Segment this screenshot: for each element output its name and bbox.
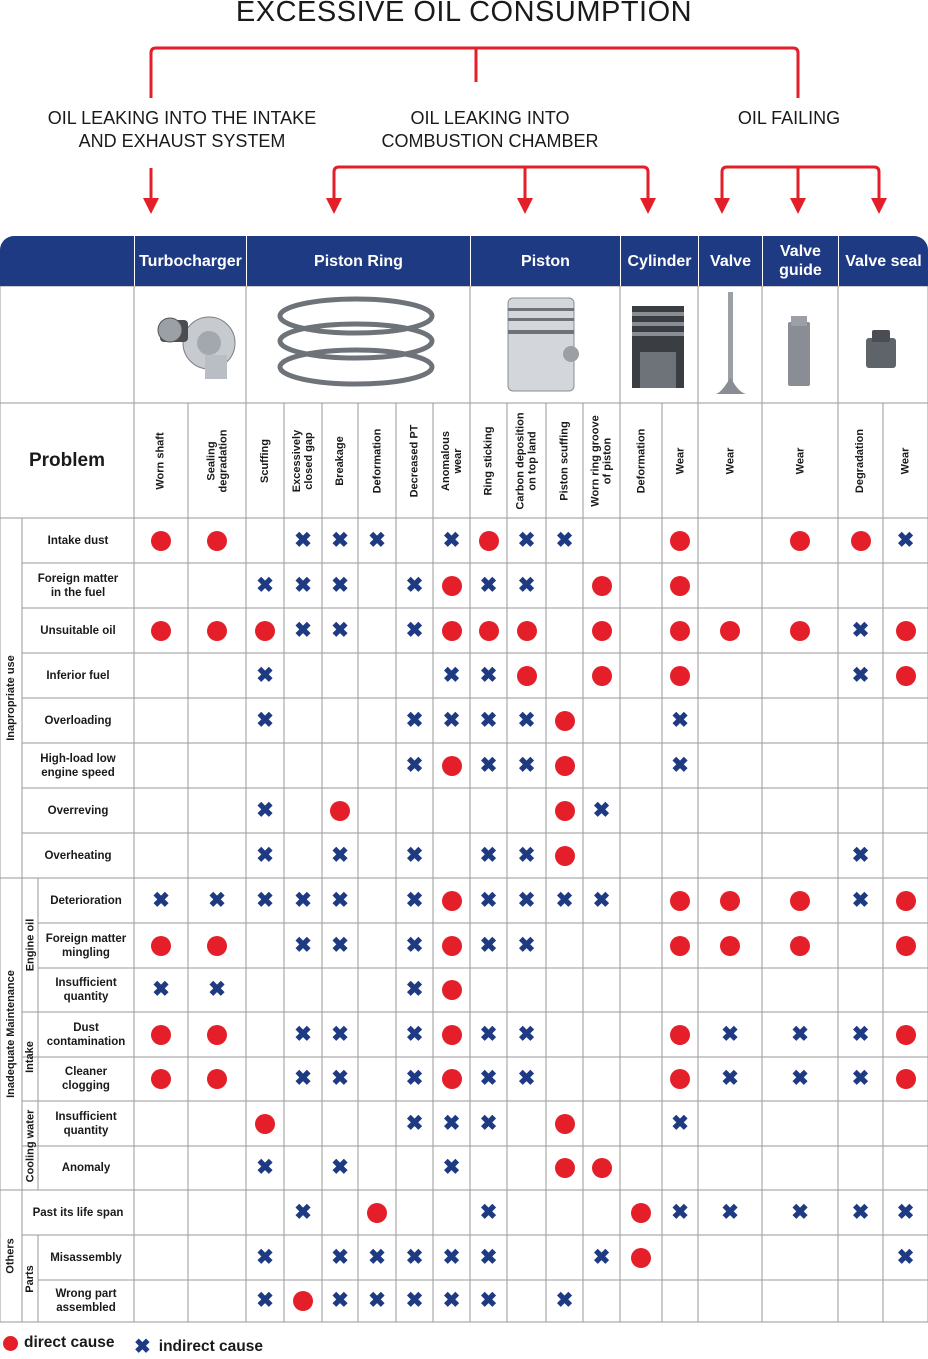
indirect-cause-mark: ✖ <box>479 1245 498 1269</box>
indirect-cause-mark: ✖ <box>331 573 349 597</box>
indirect-cause-mark: ✖ <box>671 753 689 777</box>
indirect-cause-mark: ✖ <box>791 1200 809 1224</box>
row-label: Deterioration <box>50 894 122 907</box>
direct-cause-mark <box>720 891 740 911</box>
direct-cause-mark <box>592 666 612 686</box>
indirect-cause-mark: ✖ <box>294 1022 312 1046</box>
indirect-cause-mark: ✖ <box>152 978 170 1001</box>
indirect-cause-icon: ✖ <box>134 1336 151 1358</box>
direct-cause-mark <box>851 531 871 551</box>
direct-cause-mark <box>592 576 612 596</box>
row-label: Intake dust <box>47 534 109 547</box>
indirect-cause-mark: ✖ <box>331 618 349 642</box>
indirect-cause-mark: ✖ <box>294 618 312 642</box>
group-inadequate-maintenance: Inadequate Maintenance <box>5 970 18 1098</box>
indirect-cause-mark: ✖ <box>517 888 536 912</box>
indirect-cause-mark: ✖ <box>851 663 870 687</box>
legend-direct: direct cause <box>3 1334 114 1352</box>
direct-cause-mark <box>479 531 499 551</box>
indirect-cause-mark: ✖ <box>331 933 349 957</box>
indirect-cause-mark: ✖ <box>479 1067 498 1090</box>
direct-cause-mark <box>555 1114 575 1134</box>
indirect-cause-mark: ✖ <box>331 1245 349 1269</box>
indirect-cause-mark: ✖ <box>592 888 611 912</box>
group-inappropriate-use: Inapropriate use <box>5 655 18 741</box>
direct-cause-mark <box>670 531 690 551</box>
indirect-cause-mark: ✖ <box>851 1067 870 1090</box>
indirect-cause-mark: ✖ <box>331 1067 349 1090</box>
column-header: Degradation <box>854 428 867 493</box>
piston-image <box>508 298 579 391</box>
header-corner <box>0 236 134 286</box>
indirect-cause-mark: ✖ <box>442 528 461 552</box>
indirect-cause-mark: ✖ <box>405 933 424 957</box>
column-header: Ring sticking <box>482 425 495 496</box>
row-label: Cleaner clogging <box>62 1066 110 1092</box>
cylinder-image <box>632 306 684 388</box>
column-header: Scuffing <box>259 438 271 483</box>
direct-cause-mark <box>442 1069 462 1089</box>
direct-cause-mark <box>207 1025 227 1045</box>
indirect-cause-mark: ✖ <box>331 1289 349 1312</box>
indirect-cause-mark: ✖ <box>896 1245 915 1269</box>
row-label: Overloading <box>44 714 112 727</box>
direct-cause-mark <box>670 891 690 911</box>
indirect-cause-mark: ✖ <box>294 1200 312 1224</box>
row-label: Insufficient quantity <box>55 1110 117 1137</box>
indirect-cause-mark: ✖ <box>208 978 226 1001</box>
direct-cause-mark <box>442 1025 462 1045</box>
indirect-cause-mark: ✖ <box>479 1022 498 1046</box>
problem-label: Problem <box>28 449 106 471</box>
direct-cause-mark <box>631 1248 651 1268</box>
indirect-cause-mark: ✖ <box>152 888 170 912</box>
indirect-cause-mark: ✖ <box>721 1022 739 1046</box>
indirect-cause-mark: ✖ <box>851 618 870 642</box>
indirect-cause-mark: ✖ <box>517 573 536 597</box>
indirect-cause-mark: ✖ <box>256 1156 274 1179</box>
column-header: Wear <box>723 447 736 474</box>
column-header: Piston scuffing <box>558 420 571 501</box>
direct-cause-mark <box>442 621 462 641</box>
indirect-cause-mark: ✖ <box>256 1289 274 1312</box>
category-oil-failing: OIL FAILING <box>737 108 841 128</box>
component-header: Cylinder <box>620 236 698 286</box>
row-label: Inferior fuel <box>46 669 110 682</box>
indirect-cause-mark: ✖ <box>405 1022 424 1046</box>
indirect-cause-mark: ✖ <box>405 618 424 642</box>
indirect-cause-mark: ✖ <box>294 1067 312 1090</box>
row-label: Dust contamination <box>46 1021 126 1048</box>
indirect-cause-mark: ✖ <box>517 528 536 552</box>
failing-bracket <box>722 167 879 200</box>
direct-cause-mark <box>670 1069 690 1089</box>
indirect-cause-mark: ✖ <box>791 1022 809 1046</box>
indirect-cause-mark: ✖ <box>517 753 536 777</box>
direct-cause-mark <box>592 621 612 641</box>
column-header: Sealing degradation <box>205 429 230 492</box>
column-header: Worn ring groove of piston <box>589 414 614 507</box>
direct-cause-icon <box>3 1336 18 1351</box>
direct-cause-mark <box>442 936 462 956</box>
indirect-cause-mark: ✖ <box>405 1289 424 1312</box>
indirect-cause-mark: ✖ <box>851 1200 870 1224</box>
direct-cause-mark <box>790 936 810 956</box>
combustion-bracket <box>334 167 648 200</box>
direct-cause-mark <box>555 756 575 776</box>
indirect-cause-mark: ✖ <box>368 1245 386 1269</box>
direct-cause-mark <box>479 621 499 641</box>
indirect-cause-mark: ✖ <box>896 528 915 552</box>
direct-cause-mark <box>207 621 227 641</box>
direct-cause-mark <box>896 621 916 641</box>
direct-cause-mark <box>896 936 916 956</box>
indirect-cause-mark: ✖ <box>442 1111 461 1135</box>
indirect-cause-mark: ✖ <box>331 888 349 912</box>
indirect-cause-mark: ✖ <box>671 1111 689 1135</box>
component-header: Piston <box>470 236 620 286</box>
legend-indirect: ✖ indirect cause <box>134 1336 264 1358</box>
indirect-cause-mark: ✖ <box>851 1022 870 1046</box>
indirect-cause-mark: ✖ <box>368 1289 386 1312</box>
category-combustion-chamber: OIL LEAKING INTO COMBUSTION CHAMBER <box>381 108 599 151</box>
indirect-cause-mark: ✖ <box>555 888 574 912</box>
direct-cause-mark <box>207 936 227 956</box>
valve-image <box>716 292 746 394</box>
direct-cause-mark <box>207 531 227 551</box>
indirect-cause-mark: ✖ <box>851 888 870 912</box>
subgroup-engine-oil: Engine oil <box>24 918 36 972</box>
indirect-cause-mark: ✖ <box>671 708 689 732</box>
direct-cause-mark <box>442 576 462 596</box>
indirect-cause-mark: ✖ <box>208 888 226 912</box>
indirect-cause-mark: ✖ <box>442 1245 461 1269</box>
indirect-cause-mark: ✖ <box>294 528 312 552</box>
piston-ring-image <box>280 299 432 384</box>
component-header: Piston Ring <box>246 236 470 286</box>
column-header: Decreased PT <box>408 424 421 497</box>
indirect-cause-mark: ✖ <box>405 888 424 912</box>
indirect-cause-mark: ✖ <box>555 528 574 552</box>
row-label: Anomaly <box>61 1162 111 1174</box>
indirect-cause-mark: ✖ <box>517 933 536 957</box>
subgroup-parts: Parts <box>24 1264 36 1293</box>
direct-cause-mark <box>151 531 171 551</box>
group-others: Others <box>5 1238 17 1274</box>
indirect-cause-mark: ✖ <box>442 1289 461 1312</box>
direct-cause-mark <box>790 531 810 551</box>
row-label: Past its life span <box>32 1206 124 1219</box>
indirect-cause-mark: ✖ <box>479 843 498 867</box>
indirect-cause-mark: ✖ <box>479 708 498 732</box>
indirect-cause-mark: ✖ <box>592 1245 611 1269</box>
subgroup-intake: Intake <box>24 1040 37 1073</box>
indirect-cause-mark: ✖ <box>721 1200 739 1224</box>
indirect-cause-mark: ✖ <box>405 843 424 867</box>
indirect-cause-mark: ✖ <box>405 573 424 597</box>
turbocharger-image <box>158 317 235 379</box>
row-label: Misassembly <box>50 1251 122 1264</box>
row-label: Overheating <box>44 849 112 862</box>
direct-cause-mark <box>151 936 171 956</box>
indirect-cause-mark: ✖ <box>517 843 536 867</box>
direct-cause-mark <box>442 891 462 911</box>
direct-cause-mark <box>896 1025 916 1045</box>
indirect-cause-mark: ✖ <box>442 663 461 687</box>
indirect-cause-mark: ✖ <box>479 888 498 912</box>
direct-cause-mark <box>517 621 537 641</box>
direct-cause-mark <box>255 621 275 641</box>
indirect-cause-mark: ✖ <box>405 708 424 732</box>
column-header: Wear <box>673 447 686 474</box>
indirect-cause-mark: ✖ <box>896 1200 915 1224</box>
row-label: Insufficient quantity <box>55 977 117 1003</box>
component-header: Valve <box>698 236 762 286</box>
direct-cause-mark <box>720 621 740 641</box>
indirect-cause-mark: ✖ <box>294 573 312 597</box>
indirect-cause-mark: ✖ <box>791 1067 809 1090</box>
indirect-cause-mark: ✖ <box>517 1022 536 1046</box>
direct-cause-mark <box>207 1069 227 1089</box>
column-header: Wear <box>899 447 912 474</box>
valve-seal-image <box>866 330 896 368</box>
direct-cause-mark <box>151 1025 171 1045</box>
row-label: Overreving <box>47 804 109 817</box>
indirect-cause-mark: ✖ <box>331 528 349 552</box>
direct-cause-mark <box>555 1158 575 1178</box>
indirect-cause-mark: ✖ <box>405 753 424 777</box>
top-bracket <box>151 48 798 98</box>
indirect-cause-mark: ✖ <box>256 798 274 822</box>
direct-cause-mark <box>670 1025 690 1045</box>
indirect-cause-mark: ✖ <box>294 933 312 957</box>
indirect-cause-mark: ✖ <box>592 798 611 822</box>
direct-cause-mark <box>670 666 690 686</box>
row-label: Wrong part assembled <box>55 1288 117 1314</box>
direct-cause-mark <box>631 1203 651 1223</box>
indirect-cause-mark: ✖ <box>331 843 349 867</box>
indirect-cause-mark: ✖ <box>405 978 424 1001</box>
direct-cause-mark <box>790 621 810 641</box>
indirect-cause-mark: ✖ <box>256 1245 274 1269</box>
component-header: Valve guide <box>762 236 838 286</box>
direct-cause-mark <box>517 666 537 686</box>
direct-cause-mark <box>555 711 575 731</box>
indirect-cause-mark: ✖ <box>405 1111 424 1135</box>
direct-cause-mark <box>670 576 690 596</box>
row-label: Foreign matter mingling <box>45 932 127 959</box>
column-header: Deformation <box>635 428 647 493</box>
column-header: Deformation <box>371 428 383 493</box>
component-header: Valve seal <box>838 236 928 286</box>
indirect-cause-mark: ✖ <box>256 843 274 867</box>
subgroup-cooling-water: Cooling water <box>24 1109 37 1182</box>
direct-cause-mark <box>151 1069 171 1089</box>
direct-cause-mark <box>442 756 462 776</box>
arrow-heads <box>143 198 887 214</box>
column-header: Excessively closed gap <box>291 429 316 492</box>
indirect-cause-mark: ✖ <box>479 1289 498 1312</box>
indirect-cause-mark: ✖ <box>671 1200 689 1224</box>
direct-cause-mark <box>367 1203 387 1223</box>
direct-cause-mark <box>896 891 916 911</box>
indirect-cause-mark: ✖ <box>294 888 312 912</box>
indirect-cause-mark: ✖ <box>479 573 498 597</box>
row-label: Unsuitable oil <box>40 624 116 637</box>
indirect-cause-mark: ✖ <box>256 663 274 687</box>
column-header: Breakage <box>334 435 347 486</box>
indirect-cause-mark: ✖ <box>442 708 461 732</box>
indirect-cause-mark: ✖ <box>256 708 274 732</box>
indirect-cause-mark: ✖ <box>517 1067 536 1090</box>
indirect-cause-mark: ✖ <box>479 753 498 777</box>
indirect-cause-mark: ✖ <box>517 708 536 732</box>
column-header: Wear <box>793 447 806 474</box>
indirect-cause-mark: ✖ <box>256 888 274 912</box>
direct-cause-mark <box>330 801 350 821</box>
indirect-cause-mark: ✖ <box>721 1067 739 1090</box>
direct-cause-mark <box>670 621 690 641</box>
direct-cause-mark <box>720 936 740 956</box>
indirect-cause-mark: ✖ <box>256 573 274 597</box>
indirect-cause-mark: ✖ <box>368 528 386 552</box>
row-label: Foreign matter in the fuel <box>37 572 119 599</box>
indirect-cause-mark: ✖ <box>331 1156 349 1179</box>
indirect-cause-mark: ✖ <box>851 843 870 867</box>
direct-cause-mark <box>896 1069 916 1089</box>
indirect-cause-mark: ✖ <box>479 663 498 687</box>
indirect-cause-mark: ✖ <box>442 1156 461 1179</box>
direct-cause-mark <box>293 1291 313 1311</box>
direct-cause-mark <box>442 980 462 1000</box>
direct-cause-mark <box>896 666 916 686</box>
column-header: Worn shaft <box>155 431 167 490</box>
direct-cause-mark <box>255 1114 275 1134</box>
indirect-cause-mark: ✖ <box>405 1067 424 1090</box>
direct-cause-mark <box>670 936 690 956</box>
indirect-cause-mark: ✖ <box>479 933 498 957</box>
valve-guide-image <box>788 316 810 386</box>
direct-cause-mark <box>790 891 810 911</box>
indirect-cause-mark: ✖ <box>331 1022 349 1046</box>
direct-cause-mark <box>555 846 575 866</box>
category-intake-exhaust: OIL LEAKING INTO THE INTAKE AND EXHAUST SYSTEM <box>47 108 317 151</box>
row-label: High-load low engine speed <box>40 752 116 779</box>
direct-cause-mark <box>555 801 575 821</box>
direct-cause-mark <box>592 1158 612 1178</box>
column-header: Anomalous wear <box>439 430 464 491</box>
direct-cause-mark <box>151 621 171 641</box>
indirect-cause-mark: ✖ <box>405 1245 424 1269</box>
indirect-cause-mark: ✖ <box>479 1200 498 1224</box>
indirect-cause-mark: ✖ <box>555 1289 574 1312</box>
page-title: EXCESSIVE OIL CONSUMPTION <box>235 0 693 28</box>
column-header: Carbon deposition on top land <box>514 411 539 510</box>
indirect-cause-mark: ✖ <box>479 1111 498 1135</box>
component-header: Turbocharger <box>134 236 246 286</box>
